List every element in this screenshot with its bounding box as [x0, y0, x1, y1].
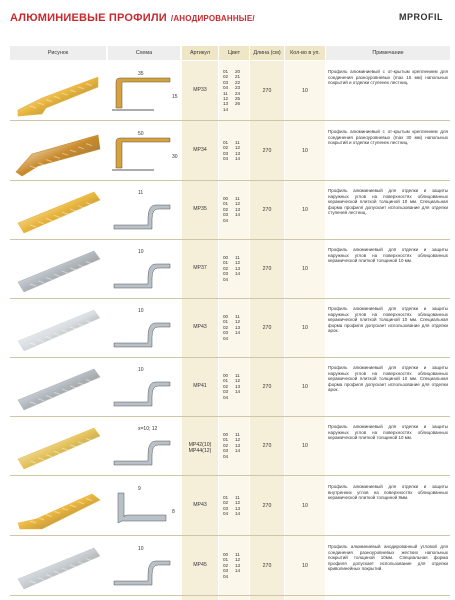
- profile-photo: [12, 300, 104, 355]
- color-codes: [223, 373, 251, 400]
- color-codes: [223, 314, 251, 341]
- table-row: [0, 536, 455, 595]
- color-code: 21: [235, 74, 241, 80]
- color-code: 13: [235, 383, 241, 389]
- title-text: АЛЮМИНИЕВЫЕ ПРОФИЛИ: [10, 12, 167, 24]
- color-code: 14: [235, 212, 241, 218]
- color-code: 02: [223, 324, 229, 330]
- profile-photo: [12, 538, 104, 593]
- qty-cell: 10: [302, 383, 308, 390]
- qty-cell: 10: [302, 265, 308, 272]
- color-code: 01: [223, 378, 229, 384]
- color-code: 04: [223, 276, 229, 282]
- color-code: 25: [235, 95, 241, 101]
- color-code: 03: [223, 568, 229, 574]
- note-cell: Профиль алюминиевый для отделки и защиты наружных углов на поверхностях облицованных керамической плиткой толщиной 10 мм.: [328, 247, 448, 264]
- schema-dim-b: 8: [172, 509, 175, 515]
- article-cell: MP42(10) MP44(12): [188, 441, 212, 454]
- note-cell: Профиль алюминиевый для отделки и защиты наружных углов на поверхностях облицованных керамической плиткой толщиной 10 мм. Специальная форма профиля допускает использование для отделки ступеней лестниц.: [328, 188, 448, 216]
- color-code: 02: [223, 145, 229, 151]
- color-code: 12: [235, 437, 241, 443]
- qty-cell: 10: [302, 147, 308, 154]
- color-code: 01: [223, 260, 229, 266]
- color-code: 11: [235, 139, 240, 145]
- length-cell: 270: [262, 562, 272, 569]
- color-code: 13: [235, 265, 241, 271]
- profile-schema: [108, 539, 178, 596]
- color-code: 04: [223, 85, 229, 91]
- color-codes: [223, 140, 251, 162]
- article-cell: MP34: [193, 146, 207, 153]
- schema-dim-a: 10: [138, 308, 144, 314]
- profile-photo: [12, 63, 104, 118]
- length-cell: 270: [262, 324, 272, 331]
- color-code: 11: [235, 552, 240, 557]
- qty-cell: 10: [302, 562, 308, 569]
- color-code: 02: [223, 500, 229, 506]
- color-code: 23: [235, 85, 241, 91]
- length-cell: 270: [262, 383, 272, 390]
- color-code: 01: [223, 437, 229, 443]
- column-header-scheme: Схема: [108, 46, 180, 60]
- profile-schema: [108, 419, 178, 476]
- profile-schema: [108, 242, 178, 299]
- page-header: [0, 8, 455, 28]
- profile-schema: [108, 183, 178, 240]
- color-code: 00: [223, 314, 229, 319]
- color-codes: [223, 552, 251, 579]
- profile-schema: [108, 64, 178, 121]
- color-code: 03: [223, 212, 229, 218]
- column-header-picture: Рисунок: [10, 46, 106, 60]
- color-code: 11: [235, 314, 240, 319]
- color-code: 13: [235, 150, 241, 156]
- color-code: 11: [235, 494, 240, 500]
- color-code: 14: [235, 448, 241, 454]
- color-code: 14: [223, 106, 229, 112]
- profile-schema: [108, 479, 178, 536]
- color-code: 03: [223, 330, 229, 336]
- note-cell: Профиль алюминиевый анодированный угловой для соединения разноуровневых жестких напольных покрытий толщиной 10мм. Специальная форма профиля допускает использование для отделки криволинейных покрытий.: [328, 544, 448, 572]
- color-code: 02: [223, 74, 229, 80]
- profile-photo: [12, 478, 104, 533]
- table-row: [0, 239, 455, 298]
- profile-photo: [12, 182, 104, 237]
- table-row: [0, 61, 455, 120]
- table-row: [0, 357, 455, 416]
- profile-photo: [12, 241, 104, 296]
- schema-dim-a: 10: [138, 546, 144, 552]
- note-cell: Профиль алюминиевый для отделки и защиты внутренних углов на поверхностях облицованных керамической плиткой толщиной 9мм.: [328, 484, 448, 501]
- color-code: 13: [235, 324, 241, 330]
- note-cell: Профиль алюминиевый для отделки и защиты наружных углов на поверхностях облицованных керамической плиткой толщиной 10 мм. Специальная форма профиля допускает использование для отделки арок.: [328, 306, 448, 334]
- color-code: 13: [235, 206, 241, 212]
- color-code: 01: [223, 201, 229, 207]
- column-header-note: Примечание: [326, 46, 450, 60]
- color-code: 03: [223, 271, 229, 277]
- color-code: 01: [223, 68, 229, 74]
- article-cell: MP37: [193, 264, 207, 271]
- color-code: 02: [223, 206, 229, 212]
- color-code: 00: [223, 432, 229, 437]
- article-cell: MP33: [193, 86, 207, 93]
- length-cell: 270: [262, 265, 272, 272]
- color-code: 12: [235, 260, 241, 266]
- color-code: 04: [223, 510, 229, 516]
- color-code: 04: [223, 394, 229, 400]
- color-codes: [223, 255, 251, 282]
- note-cell: Профиль алюминиевый с от-крытым креплением для соединения разноуровневых (max 15 мм) напольных покрытий и отделки ступенек лестниц.: [328, 69, 448, 86]
- color-code: 01: [223, 557, 229, 563]
- schema-dim-b: 30: [172, 154, 178, 160]
- table-row: [0, 476, 455, 535]
- color-code: 11: [235, 196, 240, 201]
- profile-schema: [108, 360, 178, 417]
- length-cell: 270: [262, 502, 272, 509]
- table-row: [0, 298, 455, 357]
- schema-dim-a: 50: [138, 131, 144, 137]
- color-codes: [223, 495, 251, 517]
- color-code: 00: [223, 196, 229, 201]
- table-row: [0, 121, 455, 180]
- schema-dim-a: x=10; 12: [138, 426, 158, 432]
- schema-dim-a: 35: [138, 71, 144, 77]
- color-code: 11: [235, 255, 240, 260]
- color-code: 13: [235, 442, 241, 448]
- article-cell: MP41: [193, 382, 207, 389]
- qty-cell: 10: [302, 502, 308, 509]
- color-code: 24: [235, 90, 241, 96]
- title-subtitle: /АНОДИРОВАННЫЕ/: [170, 14, 255, 23]
- color-code: 04: [223, 335, 229, 341]
- schema-dim-a: 10: [138, 367, 144, 373]
- profile-photo: [12, 359, 104, 414]
- length-cell: 270: [262, 206, 272, 213]
- product-table: [0, 61, 455, 600]
- page-title: [10, 12, 255, 24]
- profile-schema: [108, 301, 178, 358]
- color-code: 12: [235, 145, 241, 151]
- color-code: 14: [235, 330, 241, 336]
- color-code: 03: [223, 79, 229, 85]
- color-code: 03: [223, 505, 229, 511]
- color-code: 14: [235, 568, 241, 574]
- color-code: 01: [223, 139, 229, 145]
- table-row: [0, 416, 455, 475]
- color-code: 04: [223, 573, 229, 579]
- color-codes: [223, 432, 251, 459]
- color-code: 11: [235, 373, 240, 378]
- qty-cell: 10: [302, 87, 308, 94]
- color-code: 11: [235, 432, 240, 437]
- color-code: 00: [223, 255, 229, 260]
- length-cell: 270: [262, 147, 272, 154]
- color-code: 22: [235, 79, 241, 85]
- color-code: 00: [223, 552, 229, 557]
- color-code: 02: [223, 442, 229, 448]
- color-code: 14: [235, 389, 241, 395]
- color-code: 02: [223, 383, 229, 389]
- color-code: 12: [223, 95, 229, 101]
- schema-dim-a: 10: [138, 249, 144, 255]
- color-code: 12: [235, 500, 241, 506]
- color-code: 04: [223, 155, 229, 161]
- color-code: 14: [235, 155, 241, 161]
- color-code: 03: [223, 448, 229, 454]
- color-code: 13: [235, 505, 241, 511]
- color-code: 02: [223, 265, 229, 271]
- column-header-color: Цвет: [219, 46, 249, 60]
- schema-dim-a: 9: [138, 486, 141, 492]
- color-code: 11: [223, 90, 228, 96]
- color-code: 03: [223, 389, 229, 395]
- qty-cell: 10: [302, 442, 308, 449]
- color-code: 14: [235, 510, 241, 516]
- color-code: 03: [223, 150, 229, 156]
- row-divider: [10, 595, 450, 596]
- column-header-length: Длина (см): [250, 46, 284, 60]
- color-code: 01: [223, 494, 229, 500]
- color-code: 26: [235, 101, 241, 107]
- color-code: 12: [235, 378, 241, 384]
- length-cell: 270: [262, 87, 272, 94]
- article-cell: MP35: [193, 205, 207, 212]
- color-code: 01: [223, 319, 229, 325]
- color-code: 13: [235, 562, 241, 568]
- schema-dim-a: 11: [138, 190, 144, 196]
- color-code: 02: [223, 562, 229, 568]
- note-cell: Профиль алюминиевый для отделки и защиты наружных углов на поверхностях облицованных керамической плиткой толщиной 10 мм. Специальная форма профиля допускает использование для отделки арок.: [328, 365, 448, 393]
- article-cell: MP43: [193, 323, 207, 330]
- color-code: 00: [223, 373, 229, 378]
- qty-cell: 10: [302, 206, 308, 213]
- note-cell: Профиль алюминиевый с от-крытым креплением для соединения разноуровневых (max 30 мм) напольных покрытий и отделки ступенек лестниц.: [328, 129, 448, 146]
- color-code: 04: [223, 453, 229, 459]
- color-code: 12: [235, 201, 241, 207]
- profile-schema: [108, 124, 178, 181]
- brand-logo-text: MPROFIL: [399, 12, 443, 22]
- color-code: 20: [235, 68, 241, 74]
- qty-cell: 10: [302, 324, 308, 331]
- profile-photo: [12, 418, 104, 473]
- profile-photo: [12, 123, 104, 178]
- schema-dim-b: 15: [172, 94, 178, 100]
- column-header-article: Артикул: [182, 46, 218, 60]
- article-cell: MP43: [193, 501, 207, 508]
- color-code: 04: [223, 217, 229, 223]
- color-code: 12: [235, 557, 241, 563]
- note-cell: Профиль алюминиевый для отделки и защиты наружных углов на поверхностях облицованных керамической плиткой толщиной 10 мм.: [328, 424, 448, 441]
- color-code: 12: [235, 319, 241, 325]
- color-code: 14: [235, 271, 241, 277]
- length-cell: 270: [262, 442, 272, 449]
- column-header-qty: Кол-во в уп.: [285, 46, 325, 60]
- table-row: [0, 180, 455, 239]
- color-codes: [223, 69, 251, 112]
- color-codes: [223, 196, 251, 223]
- color-code: 13: [223, 101, 229, 107]
- article-cell: MP45: [193, 561, 207, 568]
